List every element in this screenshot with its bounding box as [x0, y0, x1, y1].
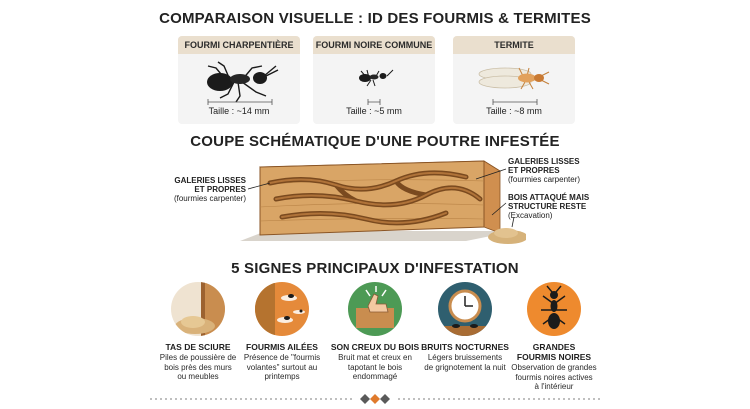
black-ant-icon	[527, 282, 581, 336]
card-black-ant	[313, 36, 435, 124]
comparison-title: COMPARAISON VISUELLE : ID DES FOURMIS & TERMITES	[159, 10, 591, 27]
card-title: TERMITE	[453, 36, 575, 54]
sign-desc: Observation de grandes fourmis noires actives à l'intérieur	[511, 363, 597, 391]
sign-desc: Présence de "fourmis volantes" surtout au printemps	[243, 353, 321, 381]
sign-desc: Légers bruissements de grignotement la nuit	[424, 353, 506, 372]
label-left-galleries: GALERIES LISSES ET PROPRES (fourmies carpenter)	[173, 176, 246, 203]
sign-title: BRUITS NOCTURNES	[421, 342, 509, 352]
signs-section-title: 5 SIGNES PRINCIPAUX D'INFESTATION	[231, 260, 519, 277]
card-title: FOURMI CHARPENTIÈRE	[178, 36, 300, 54]
label-right-galleries: GALERIES LISSES ET PROPRES (fourmies carpenter)	[508, 157, 581, 184]
card-size: Taille : ~8 mm	[486, 106, 542, 116]
black-ant-icon	[313, 54, 435, 106]
clock-icon	[438, 282, 492, 336]
card-size: Taille : ~14 mm	[208, 106, 270, 116]
sign-desc: Piles de poussière de bois près des murs ou meubles	[159, 353, 237, 381]
card-carpenter-ant	[178, 36, 300, 124]
winged-ant-icon	[255, 282, 309, 336]
knock-hand-icon	[348, 282, 402, 336]
sign-large-black-ants	[494, 282, 614, 392]
card-termite	[453, 36, 575, 124]
label-excavation: BOIS ATTAQUÉ MAIS STRUCTURE RESTE (Excavation)	[508, 193, 590, 220]
card-title: FOURMI NOIRE COMMUNE	[313, 36, 435, 54]
sawdust-icon	[171, 282, 225, 336]
carpenter-ant-icon	[178, 54, 300, 106]
card-size: Taille : ~5 mm	[346, 106, 402, 116]
sign-title: FOURMIS AILÉES	[246, 342, 318, 352]
beam-section-title: COUPE SCHÉMATIQUE D'UNE POUTRE INFESTÉE	[190, 133, 560, 150]
termite-icon	[453, 54, 575, 106]
label-arrows	[236, 155, 526, 255]
sign-title: SON CREUX DU BOIS	[330, 342, 420, 352]
sign-desc: Bruit mat et creux en tapotant le bois endommagé	[338, 353, 412, 381]
footer-ornament	[0, 392, 750, 406]
sign-title: GRANDES FOURMIS NOIRES	[516, 342, 592, 362]
sign-title: TAS DE SCIURE	[165, 342, 231, 352]
